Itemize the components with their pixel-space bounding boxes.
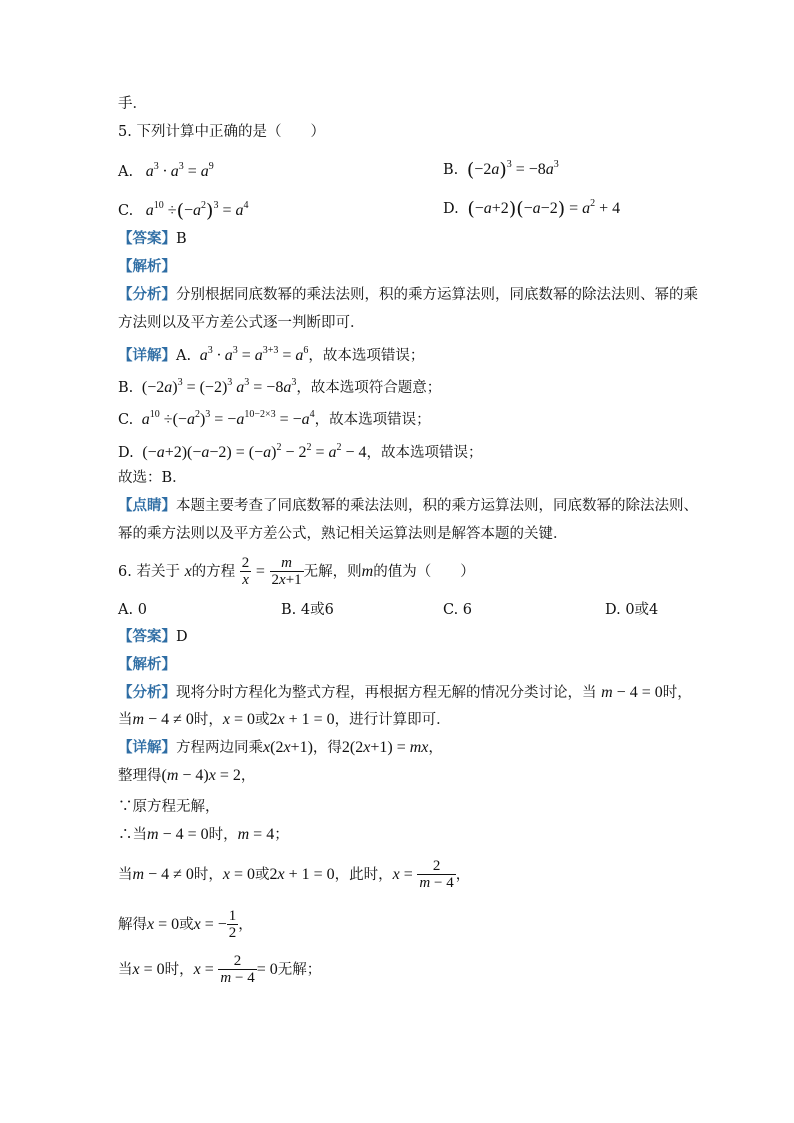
q6-answer: [118, 627, 188, 647]
q5-choice: 故选：B．: [118, 470, 187, 486]
detail-prefix: D.: [118, 445, 134, 461]
answer-value: D: [176, 629, 188, 645]
q5-dianjing-line1: [118, 496, 698, 516]
detail-suffix: ，故本选项错误；: [366, 445, 483, 461]
step-text: 整理得: [118, 768, 162, 784]
q5-analysis-tag: [118, 257, 176, 277]
q5-option-a: A. $a^3 \cdot a^3 = a^9$: [118, 161, 214, 180]
q6-stem: 6. 若关于 x的方程 $\frac{2}{x}$ = $\frac{m}{2x+1}$ 无解，则m的值为（ ）: [118, 555, 475, 588]
q5-dianjing-line2: 幂的乘方法则以及平方差公式，熟记相关运算法则是解答本题的关键．: [118, 526, 568, 542]
fraction: $\frac{2}{m - 4}$: [419, 858, 454, 891]
analysis-tag: 【解析】: [118, 258, 176, 275]
q5-option-b: B. $(-2a)^3 = -8a^3$: [443, 159, 559, 181]
fenxi-text: 时，: [662, 685, 692, 701]
q6-analysis-tag: [118, 655, 176, 675]
step-text: 当: [118, 962, 133, 978]
fenxi-tag: 【分析】: [118, 684, 176, 701]
step-text: ，: [428, 740, 443, 756]
fenxi-text: 或: [255, 712, 270, 728]
q6-step3: ∵原方程无解，: [118, 799, 220, 815]
step-text: ，: [240, 768, 256, 784]
q5-detail-c: C. $a^{10} \div(-a^2)^3 = -a^{10-2\times 3} = -a^4$，故本选项错误；: [118, 409, 431, 428]
fenxi-tag: 【分析】: [118, 286, 176, 303]
step-text: ，得: [312, 740, 342, 756]
step-text: ∴当: [118, 827, 147, 843]
analysis-tag: 【解析】: [118, 656, 176, 673]
stem-text: 无解，则: [303, 564, 362, 580]
answer-value: B: [176, 231, 187, 247]
stem-text: 6. 若关于: [118, 564, 180, 580]
q6-option-d: D. 0或4: [605, 602, 659, 618]
q5-fenxi-line1: [118, 285, 698, 305]
fraction: $\frac{m}{2x+1}$: [271, 555, 302, 588]
step-text: 时，: [193, 867, 223, 883]
detail-suffix: ，故本选项错误；: [314, 412, 431, 428]
xiangjie-tag: 【详解】: [118, 739, 176, 756]
step-text: 时，: [164, 962, 194, 978]
step-text: 方程两边同乘: [176, 740, 263, 756]
q5-option-d: D. $(-a+2)(-a-2) = a^2 + 4$: [443, 198, 621, 220]
q5-stem: 5. 下列计算中正确的是（ ）: [118, 124, 325, 140]
detail-suffix: ，故本选项错误；: [308, 348, 425, 364]
step-text: 或: [255, 867, 270, 883]
step-text: 或: [179, 917, 194, 933]
step-text: 解得: [118, 917, 147, 933]
q6-step7: 当x = 0时，x = $\frac{2}{m - 4}$ = 0无解；: [118, 953, 322, 986]
step-text: ，此时，: [334, 867, 393, 883]
step-text: 无解；: [277, 962, 322, 978]
q6-step6: 解得x = 0或x = − $\frac{1}{2}$ ，: [118, 908, 253, 941]
q6-step5: 当m − 4 ≠ 0时，x = 0或2x + 1 = 0，此时，x = $\frac{2}{m - 4}$ ，: [118, 858, 471, 891]
xiangjie-tag: 【详解】: [118, 347, 176, 364]
answer-tag: 【答案】: [118, 628, 176, 645]
detail-suffix: ，故本选项符合题意；: [296, 380, 442, 396]
dianjing-text: 本题主要考查了同底数幂的乘法法则，积的乘方运算法则，同底数幂的除法法则、: [176, 498, 698, 514]
stem-text: 的方程: [191, 564, 236, 580]
stem-text: 的值为（ ）: [373, 564, 475, 580]
q5-answer: [118, 229, 187, 249]
option-label: C.: [118, 203, 134, 219]
answer-tag: 【答案】: [118, 230, 176, 247]
q6-option-c: C. 6: [443, 602, 473, 618]
q5-detail-b: B. $(-2a)^3 = (-2)^3$ $a^3 = -8a^3$，故本选项符合题意；: [118, 377, 442, 396]
fraction: $\frac{1}{2}$: [228, 908, 237, 941]
step-text: ，: [455, 867, 471, 883]
detail-prefix: B.: [118, 380, 134, 396]
fenxi-text: 当: [118, 712, 133, 728]
detail-prefix: A.: [176, 348, 192, 364]
fraction: $\frac{2}{x}$: [241, 555, 250, 588]
fraction: $\frac{2}{m - 4}$: [220, 953, 255, 986]
q5-detail-d: D. $(-a+2)(-a-2) = (-a)^2 - 2^2 = a^2 - 4$，故本选项错误；: [118, 442, 483, 461]
fenxi-text: 现将分时方程化为整式方程，再根据方程无解的情况分类讨论，当: [176, 685, 597, 701]
q5-detail-a: 【详解】A. $a^3 \cdot a^3 = a^{3+3} = a^6$，故本选项错误；: [118, 345, 425, 364]
detail-prefix: C.: [118, 412, 134, 428]
q6-step2: 整理得(m − 4)x = 2，: [118, 767, 256, 784]
q6-option-b: B. 4或6: [281, 602, 334, 618]
option-label: D.: [443, 201, 459, 217]
q5-fenxi-line2: 方法则以及平方差公式逐一判断即可．: [118, 315, 365, 331]
q6-fenxi-line2: 当m − 4 ≠ 0时，x = 0或2x + 1 = 0，进行计算即可．: [118, 711, 451, 728]
q6-step4: ∴当m − 4 = 0时，m = 4；: [118, 826, 289, 843]
step-text: 时，: [208, 827, 238, 843]
fenxi-text: ，进行计算即可．: [334, 712, 451, 728]
fenxi-text: 时，: [193, 712, 223, 728]
q6-step1: 【详解】方程两边同乘x(2x+1)，得2(2x+1) = mx，: [118, 739, 443, 756]
dianjing-tag: 【点睛】: [118, 497, 176, 514]
step-text: ；: [274, 827, 289, 843]
q6-fenxi-line1: 【分析】现将分时方程化为整式方程，再根据方程无解的情况分类讨论，当 m − 4 = 0时，: [118, 684, 692, 701]
continued-text: 手．: [118, 96, 147, 112]
q5-option-c: C. $a^{10} \div(-a^2)^3 = a^4$: [118, 200, 249, 222]
option-label: B.: [443, 162, 459, 178]
step-text: ，: [238, 917, 253, 933]
q6-option-a: A. 0: [118, 602, 147, 618]
fenxi-text: 分别根据同底数幂的乘法法则，积的乘方运算法则，同底数幂的除法法则、幂的乘: [176, 287, 698, 303]
option-label: A.: [118, 164, 134, 180]
step-text: 当: [118, 867, 133, 883]
